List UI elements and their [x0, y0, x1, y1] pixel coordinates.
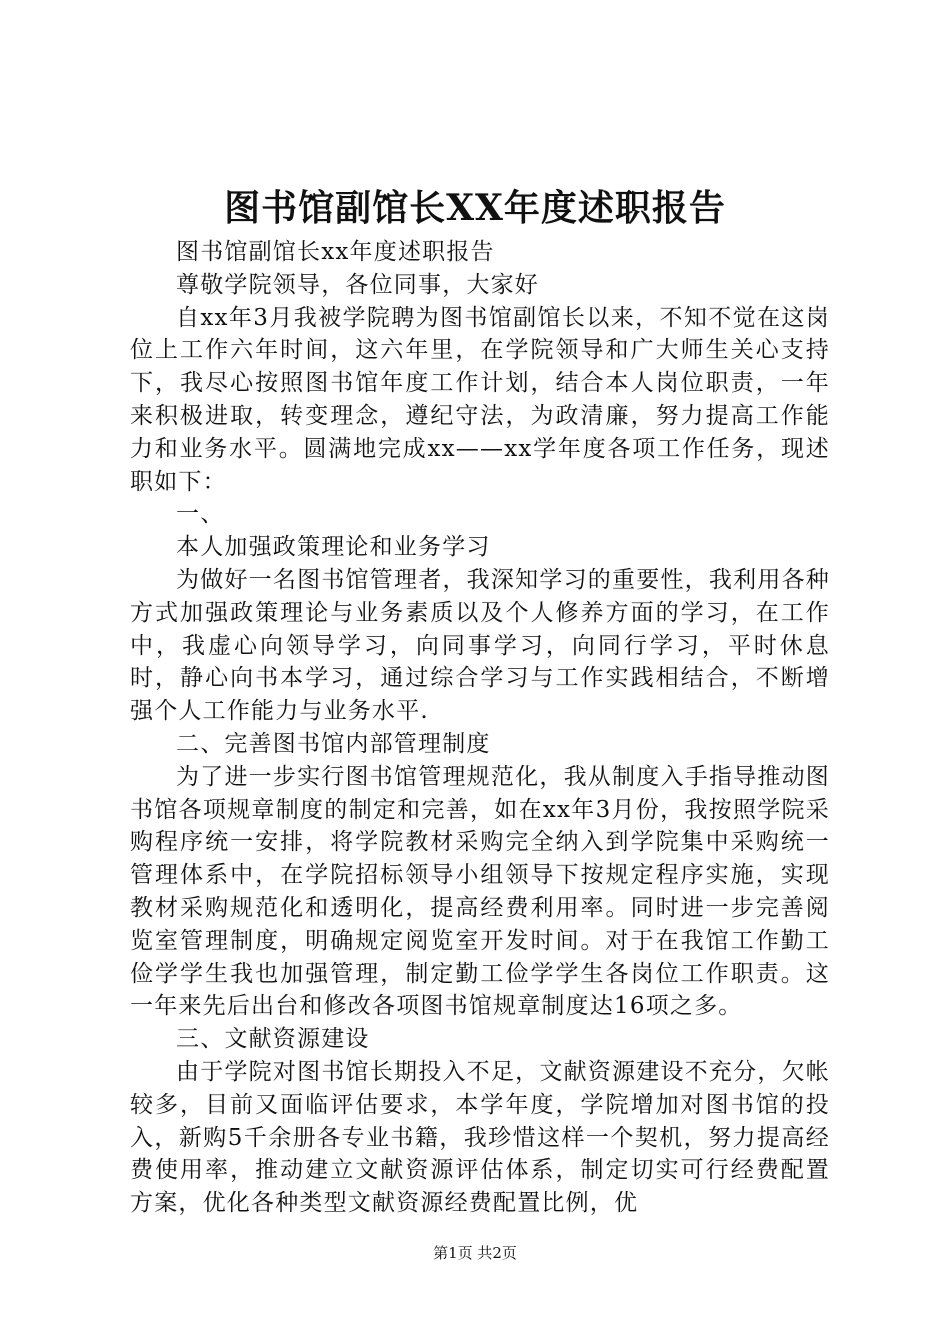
page-footer: 第1页 共2页	[433, 1244, 517, 1262]
paragraph-section-two: 为了进一步实行图书馆管理规范化，我从制度入手指导推动图书馆各项规章制度的制定和完善，如在xx年3月份，我按照学院采购程序统一安排，将学院教材采购完全纳入到学院集中采购统一管理体系中，在学院招标领导小组领导下按规定程序实施，实现教材采购规范化和透明化，提高经费利用率。同时进一步完善阅览室管理制度，明确规定阅览室开发时间。对于在我馆工作勤工俭学学生我也加强管理，制定勤工俭学学生各岗位工作职责。这一年来先后出台和修改各项图书馆规章制度达16项之多。	[130, 763, 830, 1020]
paragraph-section-three: 由于学院对图书馆长期投入不足，文献资源建设不充分，欠帐较多，目前又面临评估要求，本学年度，学院增加对图书馆的投入，新购5千余册各专业书籍，我珍惜这样一个契机，努力提高经费使用率，推动建立文献资源评估体系，制定切实可行经费配置方案，优化各种类型文献资源经费配置比例，优	[130, 1058, 830, 1217]
paragraph-section-one: 为做好一名图书馆管理者，我深知学习的重要性，我利用各种方式加强政策理论与业务素质以及个人修养方面的学习，在工作中，我虚心向领导学习，向同事学习，向同行学习，平时休息时，静心向书本学习，通过综合学习与工作实践相结合，不断增强个人工作能力与业务水平.	[130, 566, 830, 725]
section-number-one: 一、	[176, 501, 225, 528]
paragraph-intro: 自xx年3月我被学院聘为图书馆副馆长以来，不知不觉在这岗位上工作六年时间，这六年里，在学院领导和广大师生关心支持下，我尽心按照图书馆年度工作计划，结合本人岗位职责，一年来积极进取，转变理念，遵纪守法，为政清廉，努力提高工作能力和业务水平。圆满地完成xx——xx学年度各项工作任务，现述职如下：	[130, 304, 830, 495]
document-title: 图书馆副馆长XX年度述职报告	[224, 187, 726, 229]
section-heading-two: 二、完善图书馆内部管理制度	[176, 730, 491, 757]
document-body	[130, 236, 830, 1220]
paragraph-greeting: 尊敬学院领导，各位同事，大家好	[176, 271, 539, 298]
paragraph-heading-repeat: 图书馆副馆长xx年度述职报告	[176, 239, 495, 265]
section-heading-three: 三、文献资源建设	[176, 1026, 370, 1053]
section-heading-one: 本人加强政策理论和业务学习	[176, 534, 491, 561]
